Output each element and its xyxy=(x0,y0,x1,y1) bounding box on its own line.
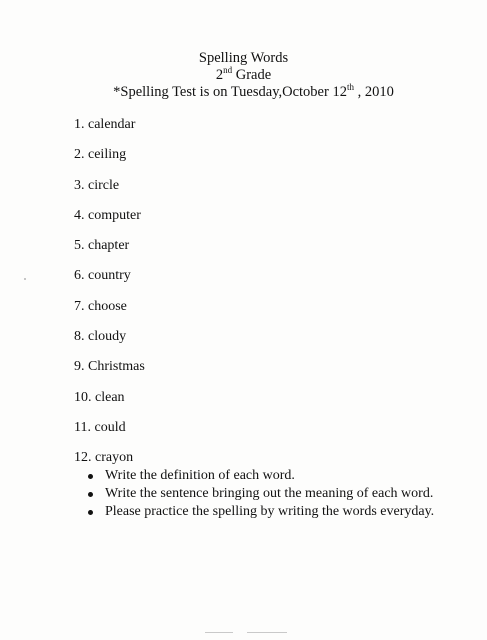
scan-speck xyxy=(24,278,26,280)
instruction-list xyxy=(88,467,434,521)
word-item-4: 4. computer xyxy=(74,207,141,223)
word-item-10: 10. clean xyxy=(74,389,125,405)
page-title: Spelling Words xyxy=(198,50,289,66)
instruction-text-3: Please practice the spelling by writing the words everyday. xyxy=(105,504,435,519)
scan-artifact xyxy=(247,632,287,633)
word-item-5: 5. chapter xyxy=(74,238,130,254)
grade-word: Grade xyxy=(235,67,272,83)
bullet-icon xyxy=(88,510,93,515)
spelling-word-list xyxy=(74,117,145,481)
word-item-2: 2. ceiling xyxy=(74,147,127,163)
word-item-7: 7. choose xyxy=(74,298,127,314)
bullet-icon xyxy=(88,492,93,497)
word-item-1: 1. calendar xyxy=(74,117,136,132)
test-date-text: *Spelling Test is on Tuesday,October 12 xyxy=(113,84,347,100)
word-item-12: 12. crayon xyxy=(74,450,134,466)
grade-ordinal-suffix: nd xyxy=(223,65,233,76)
word-item-9: 9. Christmas xyxy=(74,359,145,375)
grade-number: 2 xyxy=(215,67,224,83)
instruction-item-2 xyxy=(88,485,434,503)
word-item-11: 11. could xyxy=(74,419,126,435)
instruction-item-3 xyxy=(88,503,434,521)
instruction-item-1 xyxy=(88,467,434,485)
instruction-text-1: Write the definition of each word. xyxy=(105,468,295,483)
word-item-3: 3. circle xyxy=(74,177,120,193)
test-date-ordinal-suffix: th xyxy=(346,82,354,93)
test-year: , 2010 xyxy=(357,84,394,100)
word-item-6: 6. country xyxy=(74,268,131,284)
instruction-text-2: Write the sentence bringing out the meaning of each word. xyxy=(105,486,434,501)
document-header xyxy=(0,50,487,101)
test-date-line xyxy=(0,84,487,101)
scan-artifact xyxy=(205,632,233,633)
word-item-8: 8. cloudy xyxy=(74,329,127,345)
grade-line xyxy=(0,67,487,84)
bullet-icon xyxy=(88,474,93,479)
